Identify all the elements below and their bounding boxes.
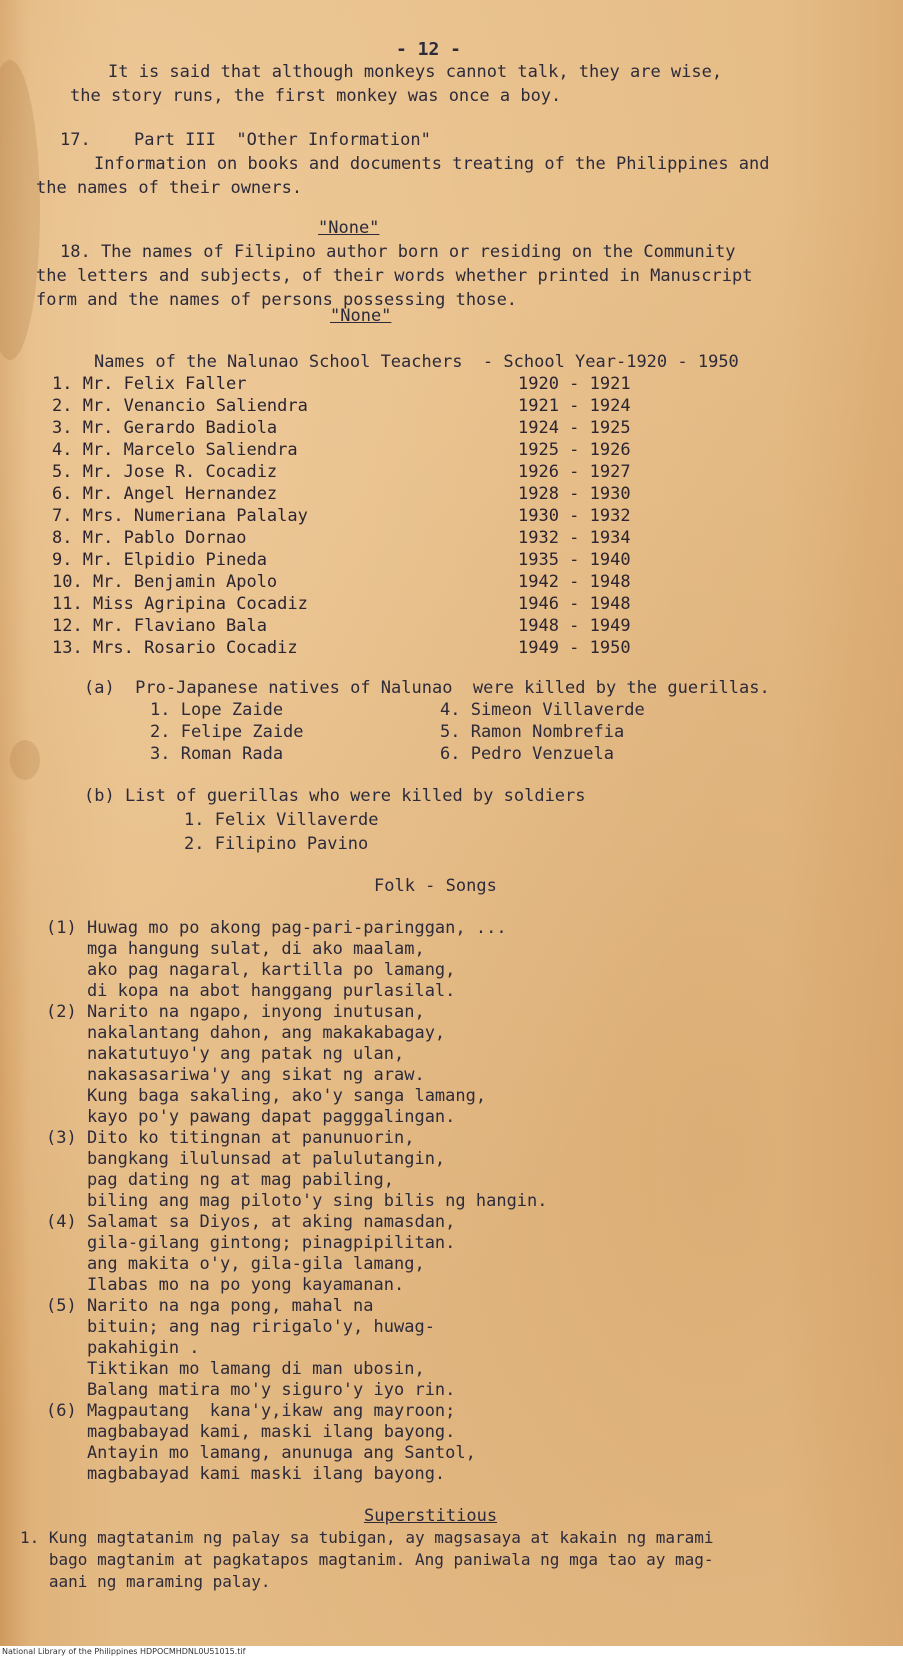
folk-song-line: biling ang mag piloto'y sing bilis ng hangin. — [46, 1191, 548, 1211]
teacher-row — [0, 528, 903, 550]
teacher-name: 13. Mrs. Rosario Cocadiz — [52, 638, 298, 658]
teacher-name: 3. Mr. Gerardo Badiola — [52, 418, 278, 438]
teacher-row — [0, 484, 903, 506]
guerilla-name: 1. Felix Villaverde — [184, 810, 379, 830]
part3-line-1: Information on books and documents treating of the Philippines and — [94, 154, 770, 174]
teacher-row — [0, 462, 903, 484]
teacher-years: 1949 - 1950 — [518, 638, 631, 658]
folk-song-line: Tiktikan mo lamang di man ubosin, — [46, 1359, 425, 1379]
intro-line-1: It is said that although monkeys cannot talk, they are wise, — [108, 62, 723, 82]
part3-heading: Part III "Other Information" — [134, 130, 431, 150]
folk-song-line: (5) Narito na nga pong, mahal na — [46, 1296, 374, 1316]
teacher-name: 12. Mr. Flaviano Bala — [52, 616, 267, 636]
folk-song-line: kayo po'y pawang dapat pagggalingan. — [46, 1107, 456, 1127]
teacher-row — [0, 572, 903, 594]
teacher-name: 6. Mr. Angel Hernandez — [52, 484, 278, 504]
teacher-name: 4. Mr. Marcelo Saliendra — [52, 440, 298, 460]
intro-line-2: the story runs, the first monkey was once a boy. — [70, 86, 562, 106]
pro-japanese-name: 6. Pedro Venzuela — [440, 744, 614, 764]
teacher-row — [0, 506, 903, 528]
teacher-list — [0, 374, 903, 664]
teacher-years: 1932 - 1934 — [518, 528, 631, 548]
folk-song-line: nakatutuyo'y ang patak ng ulan, — [46, 1044, 405, 1064]
teacher-row — [0, 374, 903, 396]
folk-song-line: (2) Narito na ngapo, inyong inutusan, — [46, 1002, 425, 1022]
folk-song-line: (3) Dito ko titingnan at panunuorin, — [46, 1128, 415, 1148]
teacher-years: 1930 - 1932 — [518, 506, 631, 526]
part3-number: 17. — [60, 130, 91, 150]
teacher-row — [0, 396, 903, 418]
folk-song-line: Kung baga sakaling, ako'y sanga lamang, — [46, 1086, 487, 1106]
folk-song-line: (1) Huwag mo po akong pag-pari-paringgan, ... — [46, 918, 507, 938]
teacher-name: 1. Mr. Felix Faller — [52, 374, 247, 394]
folk-song-line: mga hangung sulat, di ako maalam, — [46, 939, 425, 959]
teacher-years: 1942 - 1948 — [518, 572, 631, 592]
page-number: - 12 - — [396, 39, 462, 60]
superstitious-title: Superstitious — [364, 1506, 498, 1526]
scan-footer: National Library of the Philippines HDPOCMHDNL0U51015.tif — [0, 1646, 903, 1658]
teacher-years: 1946 - 1948 — [518, 594, 631, 614]
folk-song-line: ako pag nagaral, kartilla po lamang, — [46, 960, 456, 980]
superstitious-line-2: bago magtanim at pagkatapos magtanim. Ang paniwala ng mga tao ay mag- — [20, 1550, 714, 1569]
folk-song-line: Balang matira mo'y siguro'y iyo rin. — [46, 1380, 456, 1400]
pro-japanese-name: 5. Ramon Nombrefia — [440, 722, 625, 742]
pro-japanese-name: 2. Felipe Zaide — [150, 722, 304, 742]
teacher-years: 1948 - 1949 — [518, 616, 631, 636]
teacher-name: 7. Mrs. Numeriana Palalay — [52, 506, 308, 526]
folk-song-line: gila-gilang gintong; pinagpipilitan. — [46, 1233, 456, 1253]
teacher-name: 9. Mr. Elpidio Pineda — [52, 550, 267, 570]
item18-line-2: the letters and subjects, of their words whether printed in Manuscript — [36, 266, 753, 286]
pro-japanese-name: 4. Simeon Villaverde — [440, 700, 645, 720]
folk-song-line: nakasasariwa'y ang sikat ng araw. — [46, 1065, 425, 1085]
teacher-row — [0, 440, 903, 462]
guerillas-heading: (b) List of guerillas who were killed by soldiers — [84, 786, 586, 806]
folk-song-line: bangkang ilulunsad at palulutangin, — [46, 1149, 446, 1169]
teacher-row — [0, 550, 903, 572]
folk-song-line: Antayin mo lamang, anunuga ang Santol, — [46, 1443, 476, 1463]
pro-japanese-name: 1. Lope Zaide — [150, 700, 284, 720]
teacher-years: 1920 - 1921 — [518, 374, 631, 394]
teacher-years: 1926 - 1927 — [518, 462, 631, 482]
folk-song-line: bituin; ang nag ririgalo'y, huwag- — [46, 1317, 435, 1337]
pro-japanese-heading: (a) Pro-Japanese natives of Nalunao were killed by the guerillas. — [84, 678, 770, 698]
teacher-years: 1928 - 1930 — [518, 484, 631, 504]
superstitious-line-3: aani ng maraming palay. — [20, 1572, 271, 1591]
teacher-name: 8. Mr. Pablo Dornao — [52, 528, 247, 548]
folk-song-line: pag dating ng at mag pabiling, — [46, 1170, 394, 1190]
teacher-years: 1924 - 1925 — [518, 418, 631, 438]
teacher-years: 1921 - 1924 — [518, 396, 631, 416]
folk-songs-title: Folk - Songs — [374, 876, 497, 896]
folk-songs-verses — [46, 918, 886, 1488]
superstitious-line-1: 1. Kung magtatanim ng palay sa tubigan, ay magsasaya at kakain ng marami — [20, 1528, 714, 1547]
teacher-name: 11. Miss Agripina Cocadiz — [52, 594, 308, 614]
item18-answer: "None" — [330, 306, 392, 326]
folk-song-line: nakalantang dahon, ang makakabagay, — [46, 1023, 446, 1043]
folk-song-line: magbabayad kami maski ilang bayong. — [46, 1464, 446, 1484]
pro-japanese-name: 3. Roman Rada — [150, 744, 284, 764]
item18-line-3: form and the names of persons possessing those. — [36, 290, 518, 310]
folk-song-line: magbabayad kami, maski ilang bayong. — [46, 1422, 456, 1442]
folk-song-line: di kopa na abot hanggang purlasilal. — [46, 981, 456, 1001]
folk-song-line: ang makita o'y, gila-gila lamang, — [46, 1254, 425, 1274]
guerilla-name: 2. Filipino Pavino — [184, 834, 369, 854]
teachers-heading: Names of the Nalunao School Teachers - School Year-1920 - 1950 — [94, 352, 739, 372]
folk-song-line: pakahigin . — [46, 1338, 200, 1358]
paper-stain — [10, 740, 40, 780]
teacher-years: 1935 - 1940 — [518, 550, 631, 570]
part3-answer: "None" — [318, 218, 380, 238]
item18-line-1: 18. The names of Filipino author born or residing on the Community — [60, 242, 736, 262]
teacher-name: 2. Mr. Venancio Saliendra — [52, 396, 308, 416]
paper-stain — [0, 60, 40, 360]
teacher-name: 10. Mr. Benjamin Apolo — [52, 572, 278, 592]
teacher-row — [0, 418, 903, 440]
folk-song-line: (4) Salamat sa Diyos, at aking namasdan, — [46, 1212, 456, 1232]
teacher-row — [0, 638, 903, 660]
folk-song-line: (6) Magpautang kana'y,ikaw ang mayroon; — [46, 1401, 456, 1421]
folk-song-line: Ilabas mo na po yong kayamanan. — [46, 1275, 405, 1295]
teacher-years: 1925 - 1926 — [518, 440, 631, 460]
teacher-row — [0, 616, 903, 638]
teacher-row — [0, 594, 903, 616]
teacher-name: 5. Mr. Jose R. Cocadiz — [52, 462, 278, 482]
part3-line-2: the names of their owners. — [36, 178, 303, 198]
